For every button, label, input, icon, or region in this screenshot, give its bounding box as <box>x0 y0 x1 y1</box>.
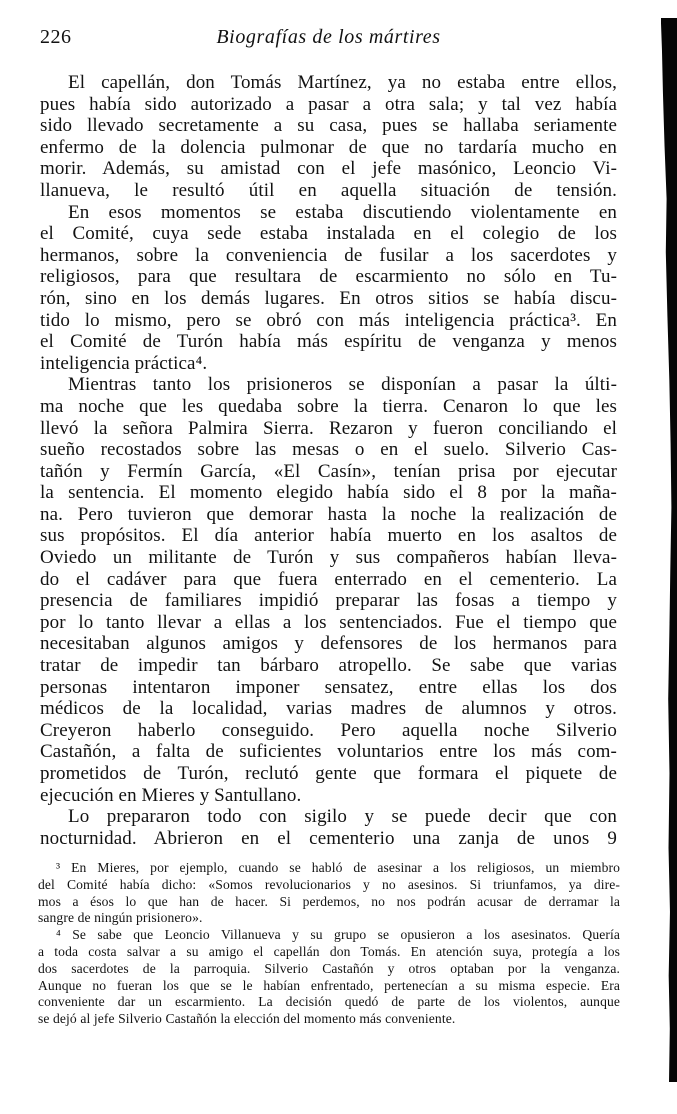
text-line: sangre de ningún prisionero». <box>38 910 203 926</box>
text-line: Mientras tanto los prisioneros se disponían a pasar la últi- <box>68 374 617 396</box>
text-line: rón, sino en los demás lugares. En otros sitios se había discu- <box>40 287 617 309</box>
paragraph <box>40 72 617 202</box>
text-line: personas intentaron imponer sensatez, entre ellas los dos <box>40 676 617 698</box>
paragraph <box>40 202 617 375</box>
text-line: ⁴ Se sabe que Leoncio Villanueva y su grupo se opusieron a los asesinatos. Quería <box>56 927 620 943</box>
text-line: llevó la señora Palmira Sierra. Rezaron y fueron conciliando el <box>40 417 617 439</box>
text-line: hermanos, sobre la conveniencia de fusilar a los sacerdotes y <box>40 244 617 266</box>
text-line: se dejó al jefe Silverio Castañón la elección del momento más conveniente. <box>38 1011 456 1027</box>
text-line: ejecución en Mieres y Santullano. <box>40 784 302 806</box>
text-line: na. Pero tuvieron que demorar hasta la noche la realización de <box>40 503 617 525</box>
footnote <box>38 927 620 1028</box>
page-header <box>40 24 617 50</box>
body-text <box>40 72 617 849</box>
running-title: Biografías de los mártires <box>216 26 441 48</box>
text-line: presencia de familiares impidió preparar las fosas a tiempo y <box>40 590 617 612</box>
text-line: el Comité, cuya sede estaba instalada en el colegio de los <box>40 223 617 245</box>
text-line: enfermo de la dolencia pulmonar de que no tardaría mucho en <box>40 136 617 158</box>
paragraph <box>40 806 617 849</box>
text-line: llanueva, le resultó útil en aquella situación de tensión. <box>40 179 617 201</box>
text-line: religiosos, para que resultara de escarmiento no sólo en Tu- <box>40 266 617 288</box>
text-line: tañón y Fermín García, «El Casín», tenían prisa por ejecutar <box>40 460 617 482</box>
text-line: morir. Además, su amistad con el jefe masónico, Leoncio Vi- <box>40 158 617 180</box>
text-line: a toda costa salvar a su amigo el capellán don Tomás. En atención suya, protegía a los <box>38 943 620 959</box>
paragraph <box>40 374 617 806</box>
text-line: sido llevado secretamente a su casa, pues se hallaba seriamente <box>40 115 617 137</box>
text-line: En esos momentos se estaba discutiendo violentamente en <box>68 201 617 223</box>
text-line: Oviedo un militante de Turón y sus compañeros habían lleva- <box>40 547 617 569</box>
text-line: prometidos de Turón, reclutó gente que formara el piquete de <box>40 763 617 784</box>
text-line: tido lo mismo, pero se obró con más inteligencia práctica³. En <box>40 309 617 331</box>
text-line: El capellán, don Tomás Martínez, ya no estaba entre ellos, <box>68 72 617 93</box>
text-line: ³ En Mieres, por ejemplo, cuando se habló de asesinar a los religiosos, un miembro <box>56 860 620 875</box>
text-line: sus propósitos. El día anterior había muerto en los asaltos de <box>40 525 617 547</box>
text-line: Aunque no fueran los que se le habían enfrentado, pertenecían a su misma especie. Era <box>38 977 620 993</box>
text-line: dos sacerdotes de la parroquia. Silverio Castañón y otros optaban por la venganza. <box>38 960 620 976</box>
spine-scan-artifact <box>661 18 677 1082</box>
text-line: Creyeron haberlo conseguido. Pero aquella noche Silverio <box>40 719 617 741</box>
text-line: mos a ésos lo que han de hacer. Si perdemos, no nos podrán acusar de derramar la <box>38 893 620 909</box>
text-line: do el cadáver para que fuera enterrado en el cementerio. La <box>40 568 617 590</box>
text-line: ma noche que les quedaba sobre la tierra. Cenaron lo que les <box>40 395 617 417</box>
text-line: del Comité había dicho: «Somos revolucionarios y no asesinos. Si triunfamos, ya dire- <box>38 876 620 892</box>
text-line: por lo tanto llevar a ellas a los sentenciados. Fue el tiempo que <box>40 611 617 633</box>
text-line: la sentencia. El momento elegido había sido el 8 por la maña- <box>40 482 617 504</box>
text-line: nocturnidad. Abrieron en el cementerio una zanja de unos 9 <box>40 827 617 849</box>
text-line: conveniente dar un escarmiento. La decisión quedó de parte de los violentos, aunque <box>38 994 620 1010</box>
text-line: sueño recostados sobre las mesas o en el suelo. Silverio Cas- <box>40 439 617 461</box>
footnotes <box>38 860 620 1028</box>
page-number: 226 <box>40 26 72 48</box>
text-line: Lo prepararon todo con sigilo y se puede decir que con <box>68 806 617 828</box>
text-line: tratar de impedir tan bárbaro atropello. Se sabe que varias <box>40 655 617 677</box>
text-line: inteligencia práctica⁴. <box>40 352 208 374</box>
text-line: el Comité de Turón había más espíritu de venganza y menos <box>40 331 617 353</box>
text-line: pues había sido autorizado a pasar a otra sala; y tal vez había <box>40 93 617 115</box>
text-line: Castañón, a falta de suficientes voluntarios entre los más com- <box>40 741 617 763</box>
footnote <box>38 860 620 927</box>
text-line: médicos de la localidad, varias madres de alumnos y otros. <box>40 698 617 720</box>
text-line: necesitaban algunos amigos y defensores de los hermanos para <box>40 633 617 655</box>
